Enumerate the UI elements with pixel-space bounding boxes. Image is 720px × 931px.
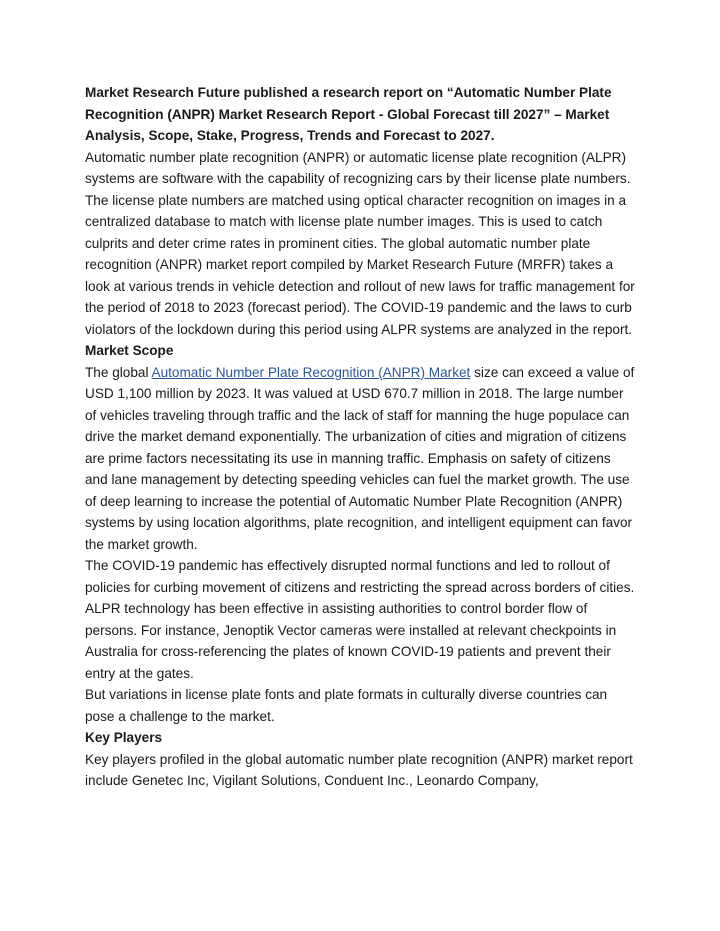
intro-heading: Market Research Future published a research report on “Automatic Number Plate Recognition (ANPR) Market Research Report - Global Forecast till 2027” – Market Analysis, Scope, Stake, Progress, Trends and Forecast to 2027. (85, 85, 612, 143)
intro-paragraph: Automatic number plate recognition (ANPR) or automatic license plate recognition (ALPR) systems are software with the capability of recognizing cars by their license plate numbers. The license plate numbers are matched using optical character recognition on images in a centralized database to match with license plate number images. This is used to catch culprits and deter crime rates in prominent cities. The global automatic number plate recognition (ANPR) market report compiled by Market Research Future (MRFR) takes a look at various trends in vehicle detection and rollout of new laws for traffic management for the period of 2018 to 2023 (forecast period). The COVID-19 pandemic and the laws to curb violators of the lockdown during this period using ALPR systems are analyzed in the report. (85, 149, 635, 337)
covid-paragraph: The COVID-19 pandemic has effectively disrupted normal functions and led to rollout of policies for curbing movement of citizens and restricting the spread across borders of cities. ALPR technology has been effective in assisting authorities to control border flow of persons. For instance, Jenoptik Vector cameras were installed at relevant checkpoints in Australia for cross-referencing the plates of known COVID-19 patients and prevent their entry at the gates. (85, 558, 635, 681)
scope-paragraph-suffix: size can exceed a value of USD 1,100 million by 2023. It was valued at USD 670.7 million in 2018. The large number of vehicles traveling through traffic and the lack of staff for manning the huge populace can drive the market demand exponentially. The urbanization of cities and migration of citizens are prime factors necessitating its use in manning traffic. Emphasis on safety of citizens and lane management by detecting speeding vehicles can fuel the market growth. The use of deep learning to increase the potential of Automatic Number Plate Recognition (ANPR) systems by using location algorithms, plate recognition, and intelligent equipment can favor the market growth. (85, 364, 635, 552)
scope-paragraph-prefix: The global (85, 364, 152, 380)
key-players-paragraph: Key players profiled in the global automatic number plate recognition (ANPR) market report include Genetec Inc, Vigilant Solutions, Conduent Inc., Leonardo Company, (85, 751, 633, 788)
market-scope-heading: Market Scope (85, 343, 174, 358)
challenge-paragraph: But variations in license plate fonts and plate formats in culturally diverse countries can pose a challenge to the market. (85, 687, 608, 724)
key-players-heading: Key Players (85, 730, 163, 745)
document-page (85, 82, 637, 792)
scope-paragraph (85, 362, 637, 556)
anpr-market-link[interactable]: Automatic Number Plate Recognition (ANPR) Market (151, 364, 471, 380)
